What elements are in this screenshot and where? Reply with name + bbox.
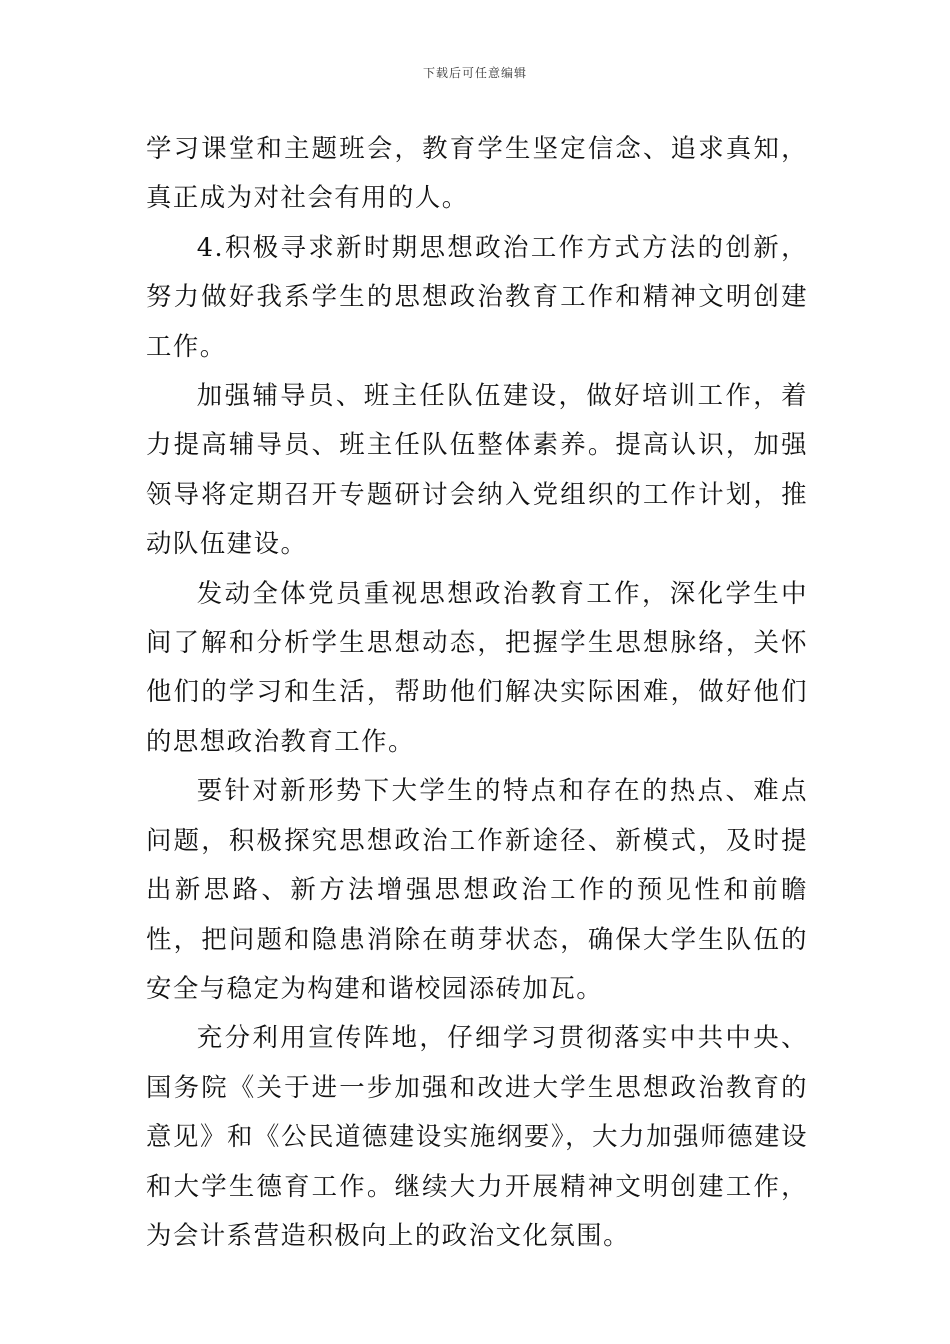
- paragraph-publicity: 充分利用宣传阵地，仔细学习贯彻落实中共中央、国务院《关于进一步加强和改进大学生思想政治教育的意见》和《公民道德建设实施纲要》，大力加强师德建设和大学生德育工作。继续大力开展精神文明创建工作，为会计系营造积极向上的政治文化氛围。: [146, 1022, 808, 1250]
- document-body: [146, 124, 808, 1260]
- paragraph-new-situation: 要针对新形势下大学生的特点和存在的热点、难点问题，积极探究思想政治工作新途径、新模式，及时提出新思路、新方法增强思想政治工作的预见性和前瞻性，把问题和隐患消除在萌芽状态，确保大学生队伍的安全与稳定为构建和谐校园添砖加瓦。: [146, 775, 808, 1003]
- paragraph-continuation: 学习课堂和主题班会，教育学生坚定信念、追求真知，真正成为对社会有用的人。: [146, 133, 808, 213]
- paragraph-item-4: 4.积极寻求新时期思想政治工作方式方法的创新，努力做好我系学生的思想政治教育工作和精神文明创建工作。: [146, 231, 808, 361]
- page-header: 下载后可任意编辑: [422, 66, 527, 80]
- paragraph-party-members: 发动全体党员重视思想政治教育工作，深化学生中间了解和分析学生思想动态，把握学生思想脉络，关怀他们的学习和生活，帮助他们解决实际困难，做好他们的思想政治教育工作。: [146, 577, 808, 756]
- paragraph-counselor-team: 加强辅导员、班主任队伍建设，做好培训工作，着力提高辅导员、班主任队伍整体素养。提高认识，加强领导将定期召开专题研讨会纳入党组织的工作计划，推动队伍建设。: [146, 380, 808, 559]
